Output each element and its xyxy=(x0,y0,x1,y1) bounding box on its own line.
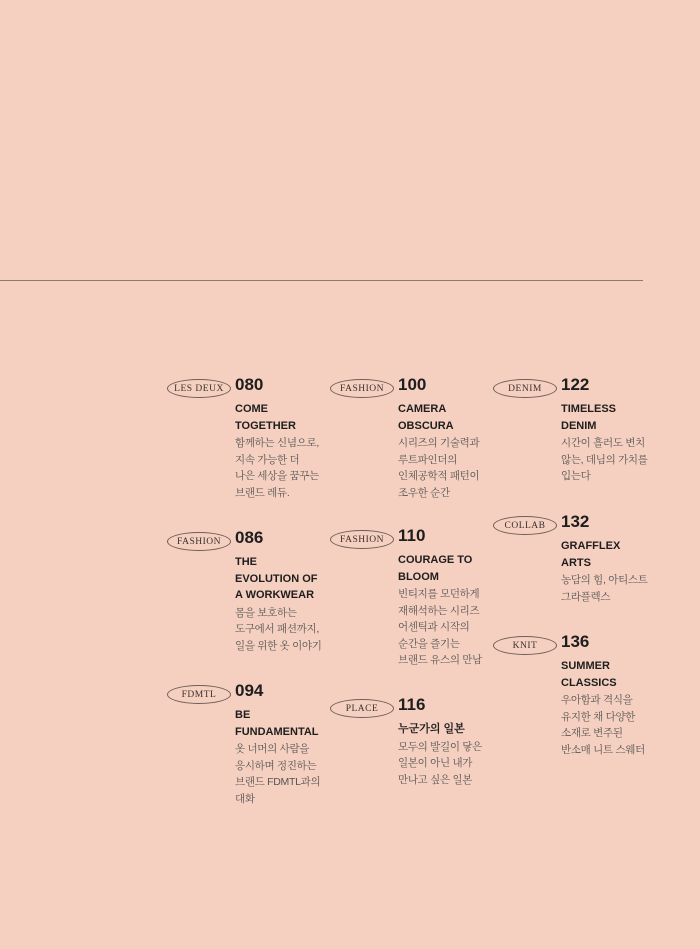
article-description: 시간이 흘러도 변치 않는, 데님의 가치를 입는다 xyxy=(561,437,648,482)
article-title: SUMMER CLASSICS xyxy=(561,660,617,689)
article-description: 옷 너머의 사람을 응시하며 정진하는 브랜드 FDMTL과의 대화 xyxy=(235,743,321,805)
divider-line xyxy=(0,280,643,281)
article-title: TIMELESS DENIM xyxy=(561,403,617,432)
article-title: CAMERA OBSCURA xyxy=(398,403,454,432)
category-badge: FDMTL xyxy=(167,685,231,704)
category-badge: FASHION xyxy=(330,530,394,549)
article-description: 빈티지를 모던하게 재해석하는 시리즈 어센틱과 시작의 순간을 즐기는 브랜드 유스의 만남 xyxy=(398,588,482,666)
category-badge: FASHION xyxy=(167,532,231,551)
page-number: 100 xyxy=(398,375,427,394)
page-number: 132 xyxy=(561,512,590,531)
category-badge: DENIM xyxy=(493,379,557,398)
article-description: 모두의 발길이 닿은 일본이 아닌 내가 만나고 싶은 일본 xyxy=(398,740,482,786)
category-badge: KNIT xyxy=(493,636,557,655)
article-description: 몸을 보호하는 도구에서 패션까지, 일을 위한 옷 이야기 xyxy=(235,606,322,652)
category-badge: LES DEUX xyxy=(167,379,231,398)
article-description: 시리즈의 기술력과 루트파인더의 인체공학적 패턴이 조우한 순간 xyxy=(398,437,480,499)
page-number: 110 xyxy=(398,526,426,545)
toc-entry-136[interactable] xyxy=(512,632,700,758)
article-description: 함께하는 신념으로, 지속 가능한 더 나은 세상을 꿈꾸는 브랜드 레듀. xyxy=(235,437,319,499)
toc-entry-116[interactable] xyxy=(345,695,558,788)
article-description: 우아함과 격식을 유지한 채 다양한 소재로 변주된 반소매 니트 스웨터 xyxy=(561,694,645,756)
article-title: 누군가의 일본 xyxy=(398,723,465,735)
article-title: COME TOGETHER xyxy=(235,403,296,432)
page-number: 086 xyxy=(235,528,264,547)
page-number: 122 xyxy=(561,375,590,394)
toc-entry-122[interactable] xyxy=(508,375,700,485)
page-number: 080 xyxy=(235,375,264,394)
page-number: 136 xyxy=(561,632,590,651)
toc-entry-132[interactable] xyxy=(504,512,700,605)
page-number: 094 xyxy=(235,681,264,700)
category-badge: PLACE xyxy=(330,699,394,718)
article-title: COURAGE TO BLOOM xyxy=(398,554,473,583)
page-number: 116 xyxy=(398,695,426,714)
category-badge: COLLAB xyxy=(493,516,557,535)
article-title: BE FUNDAMENTAL xyxy=(235,709,319,738)
article-description: 농담의 힘, 아티스트 그라플렉스 xyxy=(561,574,648,603)
category-badge: FASHION xyxy=(330,379,394,398)
article-title: THE EVOLUTION OF A WORKWEAR xyxy=(235,556,318,601)
article-title: GRAFFLEX ARTS xyxy=(561,540,621,569)
